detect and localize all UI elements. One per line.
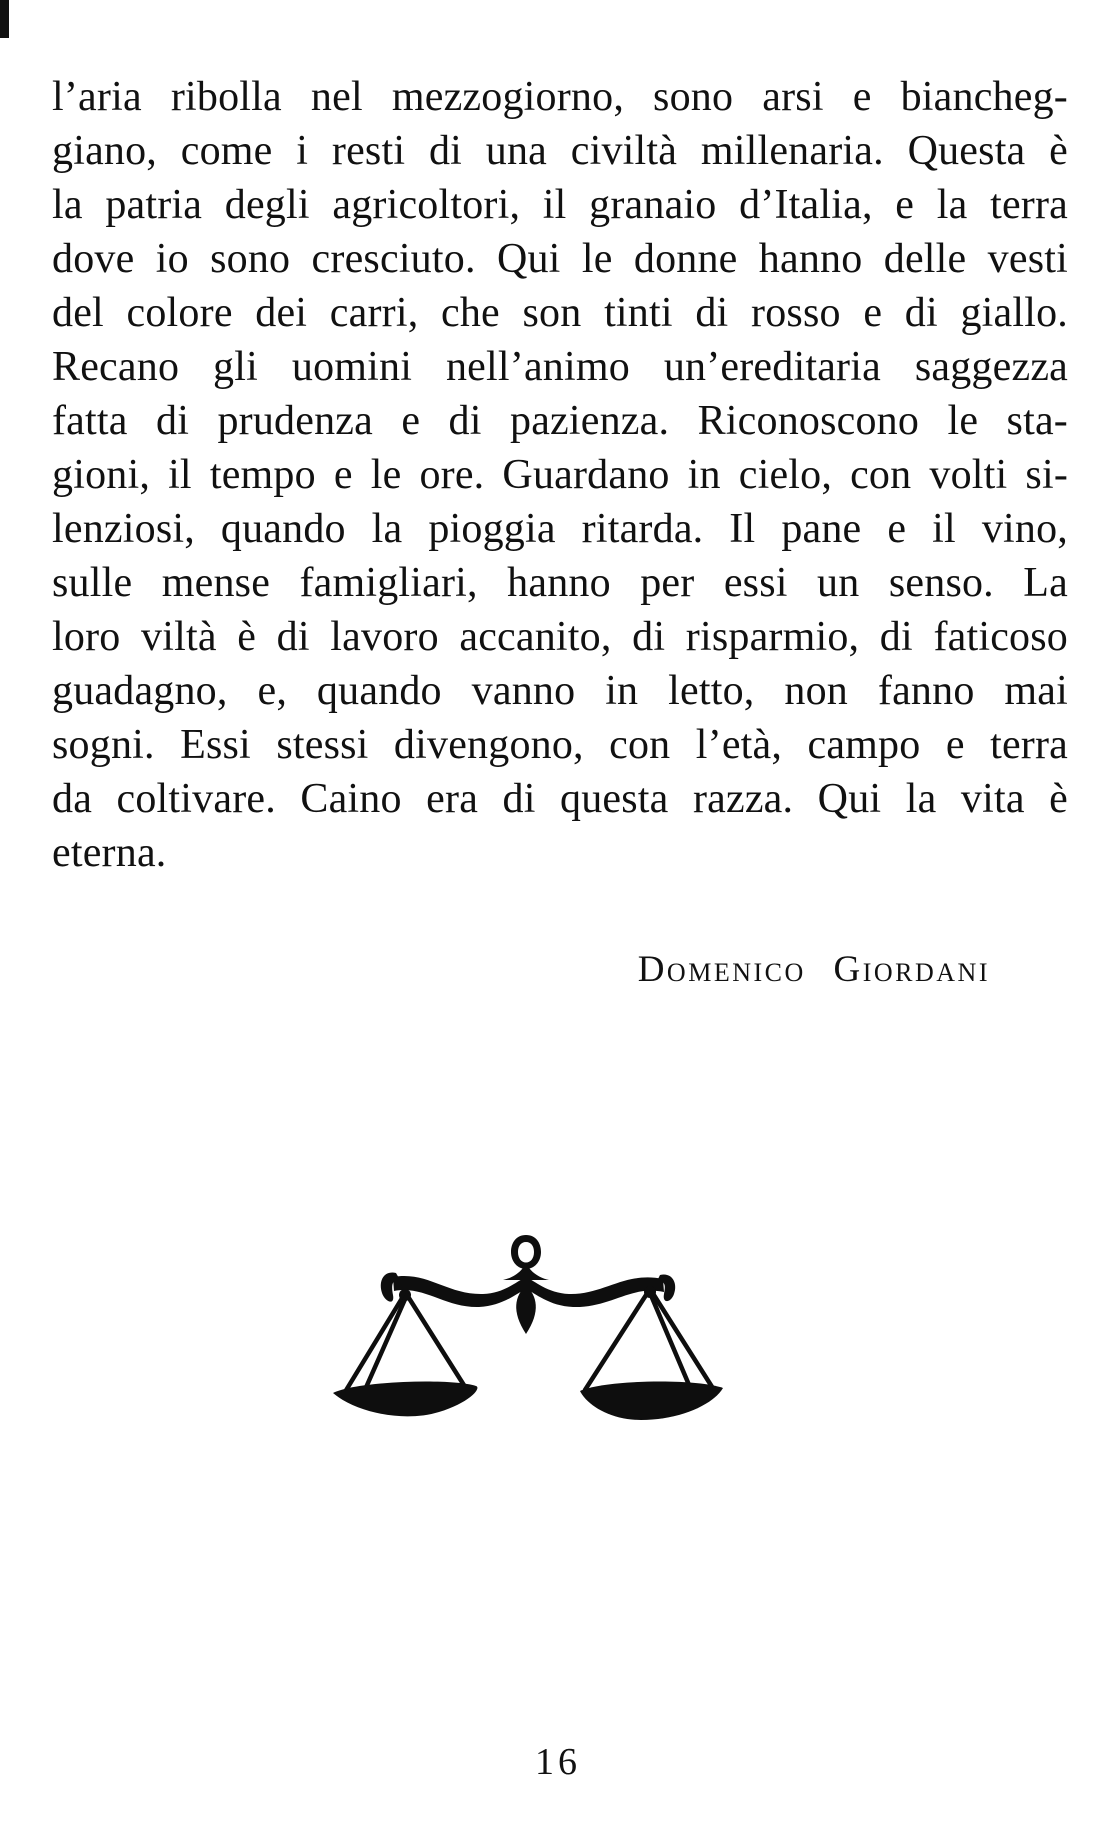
text-line: del colore dei carri, che son tinti di rosso e di giallo.: [52, 290, 1068, 336]
body-text: [52, 70, 1068, 880]
text-line: la patria degli agricoltori, il granaio d’Italia, e la terra: [52, 182, 1068, 228]
text-line: eterna.: [52, 830, 167, 876]
text-line: l’aria ribolla nel mezzogiorno, sono arsi e biancheg-: [52, 74, 1068, 120]
text-line: loro viltà è di lavoro accanito, di risparmio, di faticoso: [52, 614, 1068, 660]
text-line: Recano gli uomini nell’animo un’ereditaria saggezza: [52, 344, 1068, 390]
text-line: fatta di prudenza e di pazienza. Riconoscono le sta-: [52, 398, 1068, 444]
text-line: sogni. Essi stessi divengono, con l’età, campo e terra: [52, 722, 1068, 768]
text-line: lenziosi, quando la pioggia ritarda. Il pane e il vino,: [52, 506, 1068, 552]
text-line: gioni, il tempo e le ore. Guardano in cielo, con volti si-: [52, 452, 1068, 498]
text-line: dove io sono cresciuto. Qui le donne hanno delle vesti: [52, 236, 1068, 282]
text-line: guadagno, e, quando vanno in letto, non fanno mai: [52, 668, 1068, 714]
scan-artifact: [0, 0, 9, 38]
text-line: sulle mense famigliari, hanno per essi un senso. La: [52, 560, 1068, 606]
author-signature: Domenico Giordani: [637, 949, 990, 990]
balance-scales-icon: [333, 1233, 723, 1431]
scales-illustration: [333, 1233, 723, 1431]
text-line: giano, come i resti di una civiltà millenaria. Questa è: [52, 128, 1068, 174]
text-line: da coltivare. Caino era di questa razza. Qui la vita è: [52, 776, 1068, 822]
page-number: 16: [535, 1741, 581, 1783]
